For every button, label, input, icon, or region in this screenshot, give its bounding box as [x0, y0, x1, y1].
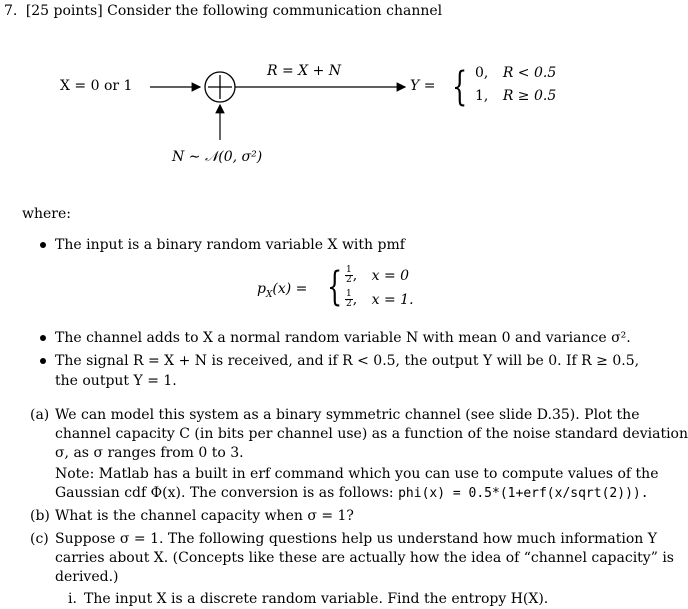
bullet-3-line-1: The signal R = X + N is received, and if R < 0.5, the output Y will be 0. If R ≥ 0.5,	[55, 353, 640, 369]
problem-number: 7.	[4, 3, 18, 19]
part-c-line-3: derived.)	[55, 569, 119, 585]
bullet-dot	[40, 242, 46, 248]
bullet-1-text: The input is a binary random variable X with pmf	[55, 237, 405, 253]
output-brace: {	[452, 64, 468, 110]
problem-heading: Consider the following communication channel	[107, 3, 443, 19]
output-case-1	[475, 64, 556, 83]
bullet-2-text: The channel adds to X a normal random variable N with mean 0 and variance σ².	[55, 330, 631, 346]
pmf-lhs-sub: X	[265, 289, 273, 300]
output-case-1-cond: R < 0.5	[502, 65, 557, 81]
part-c-line-1: Suppose σ = 1. The following questions help us understand how much information Y	[55, 531, 658, 547]
pmf-brace: {	[327, 264, 343, 310]
where-label: where:	[22, 206, 71, 222]
diagram-input-label: X = 0 or 1	[60, 78, 133, 94]
part-a-label: (a)	[30, 407, 50, 423]
output-case-1-value: 0,	[475, 65, 489, 81]
part-a-note-1: Note: Matlab has a built in erf command which you can use to compute values of the	[55, 466, 659, 482]
pmf-case-1-cond: x = 0	[371, 267, 410, 284]
frac-den: 2	[346, 299, 352, 309]
bullet-3-line-2: the output Y = 1.	[55, 373, 177, 389]
pmf-case-2: $\frac{1}{2}$ , x = 1.	[346, 289, 414, 309]
bullet-dot	[40, 358, 46, 364]
pmf-frac-1	[345, 266, 353, 285]
diagram-noise-label: N ∼ 𝒩(0, σ²)	[172, 149, 263, 165]
output-case-2-cond: R ≥ 0.5	[502, 88, 557, 104]
part-c-i-line: The input X is a discrete random variable. Find the entropy H(X).	[84, 591, 549, 607]
part-c-i-label: i.	[68, 591, 77, 607]
pmf-frac-2	[345, 290, 353, 309]
frac-num: 1	[346, 265, 352, 275]
part-c-label: (c)	[30, 531, 49, 547]
part-a-note-2-text: Gaussian cdf Φ(x). The conversion is as follows:	[55, 485, 394, 501]
part-c-line-2: carries about X. (Concepts like these are actually how the idea of “channel capacity” is	[55, 550, 674, 566]
problem-header	[4, 2, 442, 21]
channel-diagram	[0, 50, 623, 180]
part-a-note-2	[55, 484, 649, 503]
diagram-sum-label: R = X + N	[267, 63, 342, 79]
pmf-case-2-cond: x = 1.	[371, 291, 414, 308]
part-a-line-3: σ, as σ ranges from 0 to 3.	[55, 445, 244, 461]
pmf-lhs-arg: (x) =	[272, 281, 308, 297]
part-a-line-1: We can model this system as a binary symmetric channel (see slide D.35). Plot the	[55, 407, 640, 423]
part-a-note-2-code: phi(x) = 0.5*(1+erf(x/sqrt(2))).	[398, 486, 649, 501]
pmf-case-1: $\frac{1}{2}$ , x = 0	[346, 265, 410, 285]
output-case-2-value: 1,	[475, 88, 489, 104]
part-a-line-2: channel capacity C (in bits per channel use) as a function of the noise standard deviation	[55, 426, 688, 442]
part-b-line-1: What is the channel capacity when σ = 1?	[55, 508, 354, 524]
part-b-label: (b)	[30, 508, 50, 524]
output-case-2	[475, 87, 556, 106]
frac-den: 2	[346, 275, 352, 285]
diagram-output-label: Y =	[410, 78, 436, 94]
frac-num: 1	[346, 289, 352, 299]
problem-points: [25 points]	[25, 3, 103, 19]
bullet-dot	[40, 335, 46, 341]
pmf-lhs-p: p	[257, 281, 266, 297]
pmf-lhs	[257, 280, 307, 305]
